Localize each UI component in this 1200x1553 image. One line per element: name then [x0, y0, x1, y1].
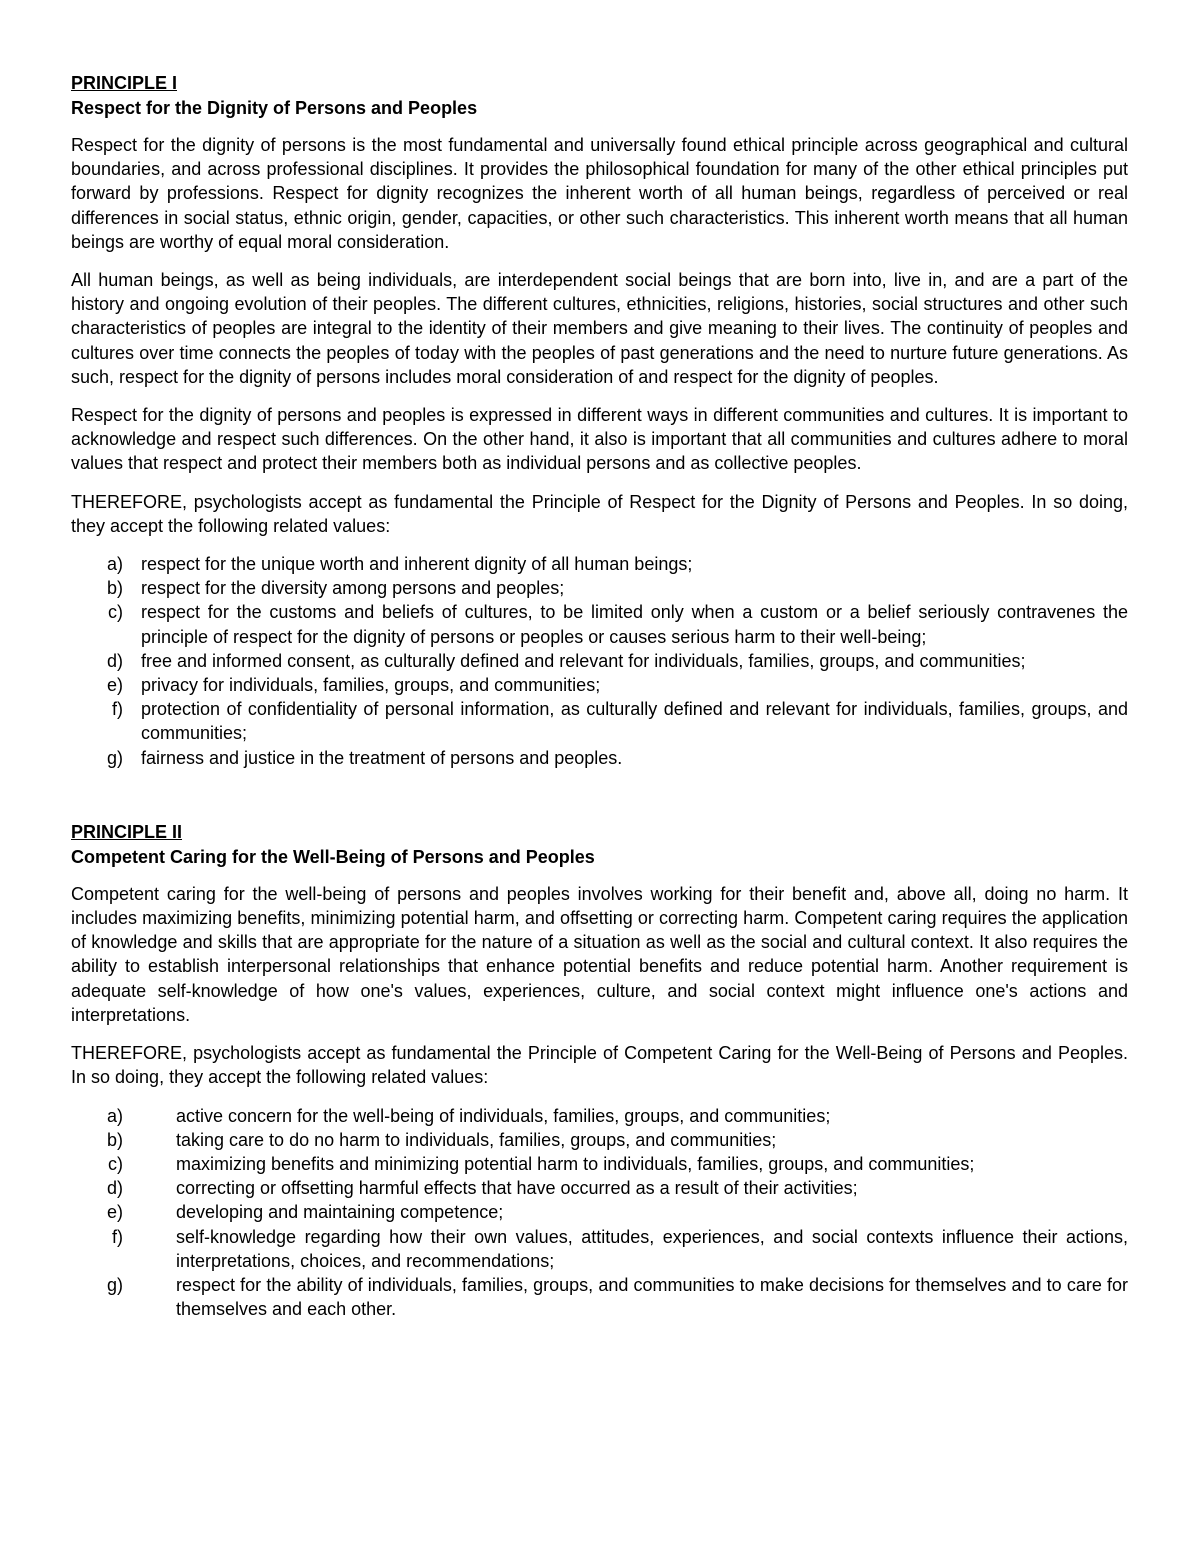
list-marker: f)	[112, 699, 123, 720]
principle-1-number: PRINCIPLE I	[71, 73, 178, 93]
principle-1-values-list	[71, 552, 1128, 770]
list-item	[71, 552, 1128, 576]
list-item-text: maximizing benefits and minimizing potential harm to individuals, families, groups, and communities;	[176, 1153, 975, 1174]
list-marker: f)	[112, 1226, 123, 1247]
list-item-text: taking care to do no harm to individuals, families, groups, and communities;	[176, 1129, 777, 1150]
document-page	[71, 71, 1128, 1321]
list-item	[71, 1176, 1128, 1200]
list-marker: g)	[106, 1274, 123, 1295]
list-item	[71, 576, 1128, 600]
list-marker: e)	[106, 1202, 123, 1223]
list-item	[71, 1152, 1128, 1176]
list-marker: d)	[106, 1178, 123, 1199]
list-item-text: respect for the unique worth and inherent dignity of all human beings;	[141, 554, 693, 575]
list-item	[71, 1225, 1128, 1273]
principle-2-paragraph: Competent caring for the well-being of persons and peoples involves working for their benefit and, above all, doing no harm. It includes maximizing benefits, minimizing potential harm, and offsetting or correcting harm. Competent caring requires the application of knowledge and skills that are appropriate for the nature of a situation as well as the social and cultural context. It also requires the ability to establish interpersonal relationships that enhance potential benefits and reduce potential harm. Another requirement is adequate self-knowledge of how one's values, experiences, culture, and social context might influence one's actions and interpretations.	[71, 883, 1128, 1025]
list-item-text: developing and maintaining competence;	[176, 1202, 504, 1223]
principle-2-section	[71, 820, 1128, 1321]
list-marker: d)	[106, 650, 123, 671]
principle-1-paragraph: All human beings, as well as being individuals, are interdependent social beings that are born into, live in, and are a part of the history and ongoing evolution of their peoples. The different cultures, ethnicities, religions, histories, social structures and other such characteristics of peoples are integral to the identity of their members and give meaning to their lives. The continuity of peoples and cultures over time connects the peoples of today with the peoples of past generations and the need to nurture future generations. As such, respect for the dignity of persons includes moral consideration of and respect for the dignity of peoples.	[71, 270, 1128, 387]
list-item	[71, 697, 1128, 745]
list-item-text: respect for the customs and beliefs of cultures, to be limited only when a custom or a belief seriously contravenes the principle of respect for the dignity of persons or peoples or causes serious harm to their well-being;	[141, 602, 1128, 647]
list-item	[71, 746, 1128, 770]
list-item	[71, 1273, 1128, 1321]
list-marker: g)	[106, 747, 123, 768]
list-marker: a)	[106, 1105, 123, 1126]
list-marker: b)	[106, 578, 123, 599]
list-item	[71, 600, 1128, 648]
principle-2-therefore-paragraph: THEREFORE, psychologists accept as fundamental the Principle of Competent Caring for the Well-Being of Persons and Peoples. In so doing, they accept the following related values:	[71, 1043, 1128, 1088]
principle-1-paragraph: Respect for the dignity of persons is the most fundamental and universally found ethical principle across geographical and cultural boundaries, and across professional disciplines. It provides the philosophical foundation for many of the other ethical principles put forward by professions. Respect for dignity recognizes the inherent worth of all human beings, regardless of perceived or real differences in social status, ethnic origin, gender, capacities, or other such characteristics. This inherent worth means that all human beings are worthy of equal moral consideration.	[71, 135, 1128, 252]
list-item-text: privacy for individuals, families, groups, and communities;	[141, 675, 601, 696]
principle-2-values-list	[71, 1104, 1128, 1322]
list-item-text: respect for the diversity among persons and peoples;	[141, 578, 565, 599]
principle-2-title: Competent Caring for the Well-Being of Persons and Peoples	[71, 846, 595, 867]
principle-1-therefore-paragraph: THEREFORE, psychologists accept as fundamental the Principle of Respect for the Dignity of Persons and Peoples. In so doing, they accept the following related values:	[71, 491, 1128, 536]
list-marker: c)	[108, 602, 123, 623]
list-item	[71, 1200, 1128, 1224]
list-item	[71, 1104, 1128, 1128]
list-item-text: protection of confidentiality of personal information, as culturally defined and relevant for individuals, families, groups, and communities;	[141, 699, 1128, 744]
list-item-text: fairness and justice in the treatment of persons and peoples.	[141, 747, 623, 768]
list-item	[71, 649, 1128, 673]
principle-1-title: Respect for the Dignity of Persons and Peoples	[71, 98, 478, 118]
list-item-text: correcting or offsetting harmful effects that have occurred as a result of their activities;	[176, 1178, 858, 1199]
list-marker: b)	[106, 1129, 123, 1150]
principle-1-paragraph: Respect for the dignity of persons and peoples is expressed in different ways in different communities and cultures. It is important to acknowledge and respect such differences. On the other hand, it also is important that all communities and cultures adhere to moral values that respect and protect their members both as individual persons and as collective peoples.	[71, 405, 1128, 474]
list-marker: c)	[108, 1153, 123, 1174]
principle-1-section	[71, 71, 1128, 770]
list-marker: e)	[106, 675, 123, 696]
list-item	[71, 1128, 1128, 1152]
list-marker: a)	[106, 554, 123, 575]
list-item	[71, 673, 1128, 697]
list-item-text: respect for the ability of individuals, families, groups, and communities to make decisions for themselves and to care for themselves and each other.	[176, 1274, 1128, 1320]
list-item-text: self-knowledge regarding how their own values, attitudes, experiences, and social contexts influence their actions, interpretations, choices, and recommendations;	[176, 1226, 1128, 1271]
list-item-text: free and informed consent, as culturally defined and relevant for individuals, families, groups, and communities;	[141, 650, 1026, 671]
list-item-text: active concern for the well-being of individuals, families, groups, and communities;	[176, 1105, 831, 1126]
principle-2-number: PRINCIPLE II	[71, 821, 183, 842]
